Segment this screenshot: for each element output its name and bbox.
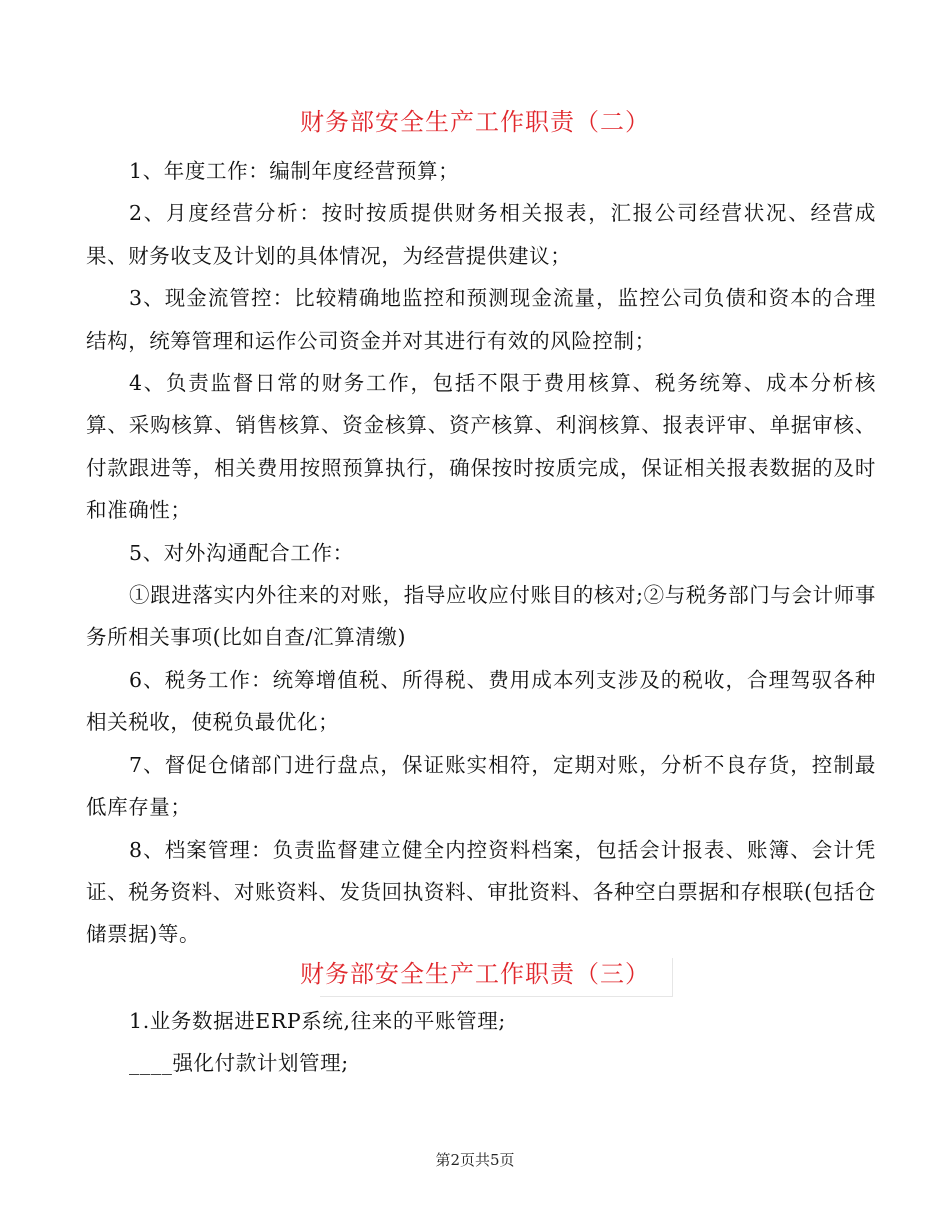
section-body-2	[86, 150, 876, 956]
paragraph-archives: 8、档案管理：负责监督建立健全内控资料档案，包括会计报表、账簿、会计凭证、税务资料、对账资料、发货回执资料、审批资料、各种空白票据和存根联(包括仓储票据)等。	[86, 837, 876, 947]
section-title-3: 财务部安全生产工作职责（三）	[300, 960, 650, 988]
paragraph-tax-work: 6、税务工作：统筹增值税、所得税、费用成本列支涉及的税收，合理驾驭各种相关税收，使税负最优化；	[86, 667, 876, 735]
section-body-3	[86, 1000, 876, 1085]
paragraph-cashflow-control: 3、现金流管控：比较精确地监控和预测现金流量，监控公司负债和资本的合理结构，统筹管理和运作公司资金并对其进行有效的风险控制；	[86, 286, 876, 353]
paragraph-monthly-analysis: 2、月度经营分析：按时按质提供财务相关报表，汇报公司经营状况、经营成果、财务收支及计划的具体情况，为经营提供建议；	[86, 201, 876, 268]
paragraph-external-communication: 5、对外沟通配合工作：	[129, 540, 354, 565]
page-number: 第2页共5页	[435, 1151, 515, 1169]
paragraph-annual-work: 1、年度工作：编制年度经营预算；	[129, 159, 460, 183]
paragraph-inventory: 7、督促仓储部门进行盘点，保证账实相符，定期对账，分析不良存货，控制最低库存量；	[86, 752, 876, 820]
paragraph-reconciliation: ①跟进落实内外往来的对账，指导应收应付账目的核对;②与税务部门与会计师事务所相关事项(比如自查/汇算清缴)	[86, 583, 876, 650]
paragraph-daily-supervision: 4、负责监督日常的财务工作，包括不限于费用核算、税务统筹、成本分析核算、采购核算、销售核算、资金核算、资产核算、利润核算、报表评审、单据审核、付款跟进等，相关费用按照预算执行，确保按时按质完成，保证相关报表数据的及时和准确性；	[86, 371, 876, 523]
paragraph-payment-plan: ____强化付款计划管理;	[129, 1051, 349, 1076]
section-title-2: 财务部安全生产工作职责（二）	[300, 108, 650, 136]
paragraph-erp: 1.业务数据进ERP系统,往来的平账管理;	[129, 1009, 506, 1033]
